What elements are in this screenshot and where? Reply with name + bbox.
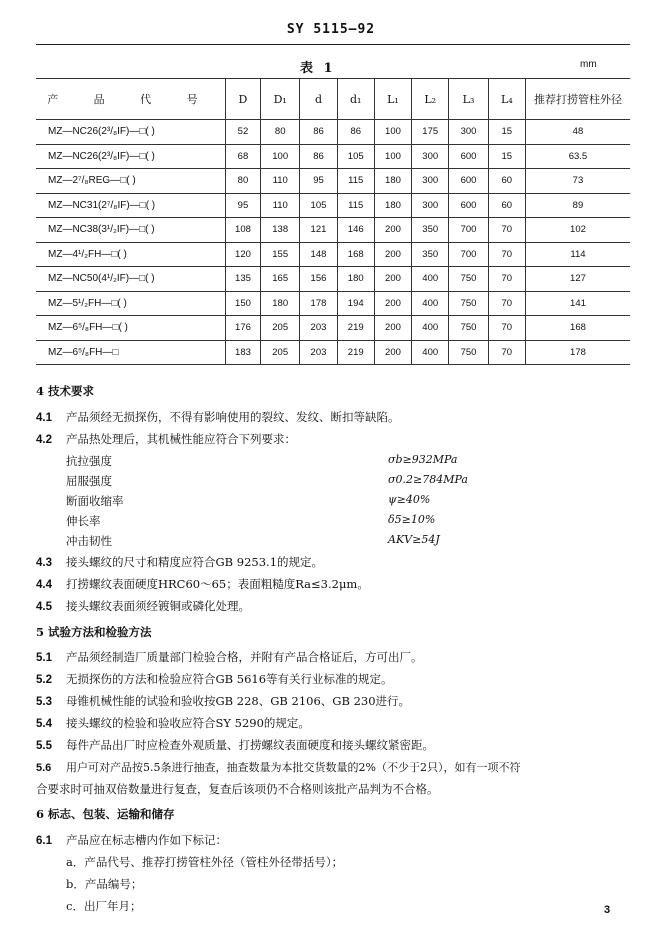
clause-number: 5.5: [36, 740, 52, 752]
clause-4-3: [36, 554, 323, 570]
cell-value: 200: [374, 267, 411, 292]
cell-value: 48: [525, 120, 630, 145]
cell-value: 180: [337, 267, 374, 292]
prop-name-yield: 屈服强度: [66, 474, 112, 488]
table-header-row: [36, 79, 630, 120]
cell-value: 80: [261, 120, 300, 145]
cell-value: 300: [449, 120, 488, 145]
clause-text: 打捞螺纹表面硬度HRC60～65；表面粗糙度Ra≤3.2μm。: [66, 577, 369, 591]
clause-number: 5.6: [36, 762, 52, 774]
table-row: [36, 242, 630, 267]
clause-number: 5.2: [36, 674, 52, 686]
cell-value: 105: [337, 144, 374, 169]
clause-5-1: [36, 649, 423, 665]
clause-text: 接头螺纹的检验和验收应符合SY 5290的规定。: [66, 716, 310, 730]
cell-value: 203: [300, 340, 337, 365]
clause-text: 产品须经无损探伤，不得有影响使用的裂纹、发纹、断扣等缺陷。: [66, 410, 400, 424]
cell-value: 146: [337, 218, 374, 243]
clause-text: 无损探伤的方法和检验应符合GB 5616等有关行业标准的规定。: [66, 672, 393, 686]
section-5-title: 5 试验方法和检验方法: [36, 625, 152, 639]
cell-value: 600: [449, 144, 488, 169]
cell-product-code: MZ—4¹/₂FH—□( ): [36, 242, 225, 267]
clause-text: 接头螺纹表面须经镀铜或磷化处理。: [66, 599, 250, 613]
cell-value: 80: [225, 169, 260, 194]
prop-value-elongation: δ5≥10%: [388, 513, 436, 526]
cell-value: 148: [300, 242, 337, 267]
clause-text: 用户可对产品按5.5条进行抽查，抽查数量为本批交货数量的2%（不少于2只），如有一项不符: [66, 761, 521, 774]
cell-value: 400: [412, 291, 449, 316]
clause-text: 产品热处理后，其机械性能应符合下列要求：: [66, 432, 296, 446]
cell-value: 15: [488, 120, 525, 145]
cell-product-code: MZ—6⁵/₈FH—□( ): [36, 316, 225, 341]
marking-item-c: c．出厂年月；: [66, 899, 142, 913]
cell-value: 70: [488, 267, 525, 292]
clause-number: 4.4: [36, 579, 52, 591]
cell-value: 63.5: [525, 144, 630, 169]
cell-value: 68: [225, 144, 260, 169]
cell-value: 110: [261, 193, 300, 218]
cell-product-code: MZ—NC38(3¹/₂IF)—□( ): [36, 218, 225, 243]
cell-value: 86: [300, 144, 337, 169]
cell-value: 135: [225, 267, 260, 292]
col-header-D1: D₁: [261, 79, 300, 120]
cell-value: 95: [300, 169, 337, 194]
table-body: [36, 120, 630, 365]
cell-value: 750: [449, 340, 488, 365]
cell-value: 105: [300, 193, 337, 218]
prop-name-elongation: 伸长率: [66, 514, 101, 528]
cell-value: 138: [261, 218, 300, 243]
cell-value: 750: [449, 316, 488, 341]
cell-value: 180: [374, 169, 411, 194]
prop-name-impact: 冲击韧性: [66, 534, 112, 548]
clause-text: 产品应在标志槽内作如下标记：: [66, 833, 227, 847]
table-row: [36, 144, 630, 169]
clause-text: 母锥机械性能的试验和验收按GB 228、GB 2106、GB 230进行。: [66, 694, 411, 708]
cell-value: 115: [337, 169, 374, 194]
cell-value: 165: [261, 267, 300, 292]
clause-4-1: [36, 409, 400, 425]
cell-value: 86: [300, 120, 337, 145]
cell-value: 100: [374, 144, 411, 169]
prop-value-tensile: σb≥932MPa: [388, 453, 458, 466]
cell-value: 200: [374, 340, 411, 365]
cell-value: 300: [412, 193, 449, 218]
clause-number: 4.2: [36, 434, 52, 446]
clause-text: 每件产品出厂时应检查外观质量、打捞螺纹表面硬度和接头螺纹紧密距。: [66, 738, 434, 752]
clause-4-5: [36, 598, 250, 614]
cell-value: 108: [225, 218, 260, 243]
clause-5-6: [36, 759, 520, 775]
col-header-d1: d₁: [337, 79, 374, 120]
table-title: 表 1: [300, 61, 336, 76]
prop-name-tensile: 抗拉强度: [66, 454, 112, 468]
cell-value: 110: [261, 169, 300, 194]
cell-value: 600: [449, 193, 488, 218]
cell-value: 300: [412, 144, 449, 169]
cell-value: 700: [449, 242, 488, 267]
col-header-L3: L₃: [449, 79, 488, 120]
cell-value: 156: [300, 267, 337, 292]
clause-number: 5.1: [36, 652, 52, 664]
table-row: [36, 169, 630, 194]
clause-number: 4.1: [36, 412, 52, 424]
cell-value: 300: [412, 169, 449, 194]
cell-product-code: MZ—6⁵/₈FH—□: [36, 340, 225, 365]
table-row: [36, 120, 630, 145]
cell-value: 70: [488, 340, 525, 365]
cell-value: 70: [488, 242, 525, 267]
clause-number: 6.1: [36, 835, 52, 847]
cell-value: 200: [374, 242, 411, 267]
cell-value: 86: [337, 120, 374, 145]
cell-value: 60: [488, 169, 525, 194]
cell-product-code: MZ—NC50(4¹/₂IF)—□( ): [36, 267, 225, 292]
cell-value: 73: [525, 169, 630, 194]
cell-value: 70: [488, 291, 525, 316]
cell-value: 100: [374, 120, 411, 145]
clause-5-2: [36, 671, 393, 687]
cell-value: 200: [374, 316, 411, 341]
cell-product-code: MZ—5¹/₂FH—□( ): [36, 291, 225, 316]
cell-value: 120: [225, 242, 260, 267]
cell-value: 203: [300, 316, 337, 341]
cell-value: 178: [525, 340, 630, 365]
header-rule: [36, 44, 630, 45]
cell-value: 180: [261, 291, 300, 316]
cell-value: 168: [525, 316, 630, 341]
table-row: [36, 316, 630, 341]
cell-value: 183: [225, 340, 260, 365]
clause-number: 4.3: [36, 557, 52, 569]
section-6-title: 6 标志、包装、运输和储存: [36, 807, 175, 821]
clause-number: 5.4: [36, 718, 52, 730]
col-header-L2: L₂: [412, 79, 449, 120]
table-unit: mm: [580, 59, 597, 70]
marking-item-a: a．产品代号、推荐打捞管柱外径（管柱外径带括号）；: [66, 855, 344, 869]
clause-5-3: [36, 693, 410, 709]
standard-header: SY 5115—92: [286, 22, 376, 37]
table-row: [36, 218, 630, 243]
cell-value: 205: [261, 340, 300, 365]
clause-number: 5.3: [36, 696, 52, 708]
cell-value: 70: [488, 316, 525, 341]
cell-value: 219: [337, 316, 374, 341]
cell-value: 600: [449, 169, 488, 194]
cell-value: 750: [449, 291, 488, 316]
col-header-L4: L₄: [488, 79, 525, 120]
cell-value: 219: [337, 340, 374, 365]
cell-value: 200: [374, 291, 411, 316]
cell-product-code: MZ—NC31(2⁷/₈IF)—□( ): [36, 193, 225, 218]
dimension-table: [36, 78, 630, 365]
clause-5-4: [36, 715, 310, 731]
table-row: [36, 193, 630, 218]
cell-value: 115: [337, 193, 374, 218]
cell-value: 114: [525, 242, 630, 267]
table-row: [36, 267, 630, 292]
cell-value: 121: [300, 218, 337, 243]
col-header-d: d: [300, 79, 337, 120]
clause-4-2: [36, 431, 296, 447]
cell-value: 400: [412, 267, 449, 292]
cell-value: 150: [225, 291, 260, 316]
cell-value: 178: [300, 291, 337, 316]
clause-5-5: [36, 737, 434, 753]
cell-product-code: MZ—2⁷/₈REG—□( ): [36, 169, 225, 194]
cell-value: 176: [225, 316, 260, 341]
marking-item-b: b．产品编号；: [66, 877, 143, 891]
clause-5-6-continued: 合要求时可抽双倍数量进行复查，复查后该项仍不合格则该批产品判为不合格。: [36, 782, 439, 796]
table-row: [36, 340, 630, 365]
prop-value-reduction: ψ≥40%: [388, 493, 431, 506]
prop-value-impact: AKV≥54J: [388, 533, 440, 546]
clause-text: 接头螺纹的尺寸和精度应符合GB 9253.1的规定。: [66, 555, 324, 569]
cell-value: 52: [225, 120, 260, 145]
cell-value: 60: [488, 193, 525, 218]
section-4-title: 4 技术要求: [36, 384, 95, 398]
clause-number: 4.5: [36, 601, 52, 613]
table-row: [36, 291, 630, 316]
col-header-pipe-od: 推荐打捞管柱外径: [525, 79, 630, 120]
cell-value: 400: [412, 340, 449, 365]
cell-value: 350: [412, 218, 449, 243]
col-header-code: 产 品 代 号: [36, 79, 225, 120]
page-number: 3: [604, 904, 611, 916]
cell-value: 750: [449, 267, 488, 292]
cell-value: 180: [374, 193, 411, 218]
cell-value: 100: [261, 144, 300, 169]
cell-value: 102: [525, 218, 630, 243]
prop-value-yield: σ0.2≥784MPa: [388, 473, 468, 486]
cell-product-code: MZ—NC26(2³/₈IF)—□( ): [36, 144, 225, 169]
cell-value: 15: [488, 144, 525, 169]
cell-product-code: MZ—NC26(2³/₈IF)—□( ): [36, 120, 225, 145]
clause-6-1: [36, 832, 227, 848]
cell-value: 350: [412, 242, 449, 267]
cell-value: 175: [412, 120, 449, 145]
cell-value: 141: [525, 291, 630, 316]
col-header-D: D: [225, 79, 260, 120]
cell-value: 89: [525, 193, 630, 218]
cell-value: 155: [261, 242, 300, 267]
cell-value: 200: [374, 218, 411, 243]
cell-value: 400: [412, 316, 449, 341]
cell-value: 168: [337, 242, 374, 267]
cell-value: 194: [337, 291, 374, 316]
cell-value: 700: [449, 218, 488, 243]
cell-value: 205: [261, 316, 300, 341]
clause-text: 产品须经制造厂质量部门检验合格，并附有产品合格证后，方可出厂。: [66, 650, 423, 664]
cell-value: 127: [525, 267, 630, 292]
clause-4-4: [36, 576, 369, 592]
cell-value: 95: [225, 193, 260, 218]
prop-name-reduction: 断面收缩率: [66, 494, 124, 508]
cell-value: 70: [488, 218, 525, 243]
col-header-L1: L₁: [374, 79, 411, 120]
